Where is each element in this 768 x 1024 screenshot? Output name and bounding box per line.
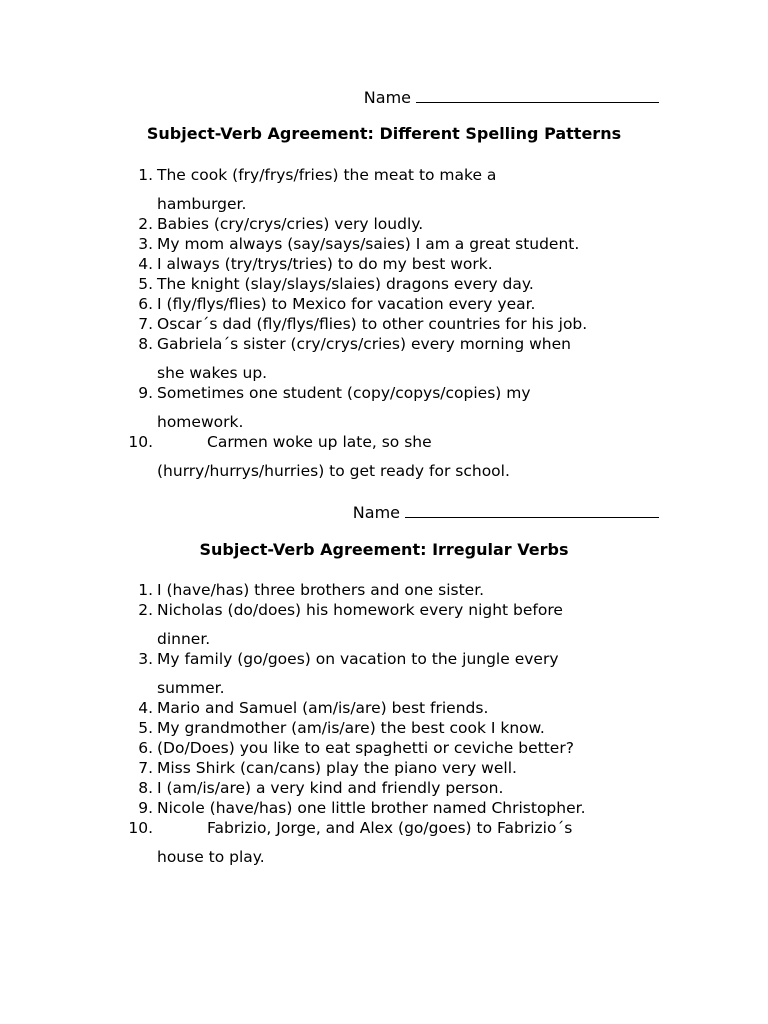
item-text-continued: dinner. [157, 630, 211, 648]
item-text: My family (go/goes) on vacation to the jungle every [157, 650, 559, 668]
list-item [120, 649, 680, 698]
item-number: 1. [138, 166, 153, 184]
item-text-continued: hamburger. [157, 195, 247, 213]
item-text: I always (try/trys/tries) to do my best work. [157, 255, 493, 273]
item-text: Nicholas (do/does) his homework every night before [157, 601, 563, 619]
exercise-list-2 [120, 580, 680, 867]
item-text: Nicole (have/has) one little brother named Christopher. [157, 799, 586, 817]
item-text: I (fly/flys/flies) to Mexico for vacation every year. [157, 295, 536, 313]
item-number: 7. [138, 759, 153, 777]
list-item [120, 758, 680, 778]
list-item [120, 214, 680, 234]
name-blank [416, 86, 659, 103]
item-number: 4. [138, 255, 153, 273]
list-item [120, 698, 680, 718]
list-item [120, 718, 680, 738]
list-item [120, 234, 680, 254]
item-number: 4. [138, 699, 153, 717]
item-text-continued: homework. [157, 413, 244, 431]
item-text-continued: summer. [157, 679, 225, 697]
name-line-1 [364, 86, 659, 108]
list-item [120, 432, 680, 481]
name-label: Name [352, 503, 400, 522]
item-number: 5. [138, 719, 153, 737]
item-text-continued: she wakes up. [157, 364, 268, 382]
item-number: 8. [138, 779, 153, 797]
item-number: 9. [138, 799, 153, 817]
item-text: Miss Shirk (can/cans) play the piano very well. [157, 759, 517, 777]
item-text: Babies (cry/crys/cries) very loudly. [157, 215, 424, 233]
item-text: I (have/has) three brothers and one sister. [157, 581, 485, 599]
item-number: 7. [138, 315, 153, 333]
list-item [120, 314, 680, 334]
list-item [120, 818, 680, 867]
list-item [120, 165, 680, 214]
list-item [120, 738, 680, 758]
item-number: 10. [128, 819, 153, 837]
list-item [120, 580, 680, 600]
item-text: Fabrizio, Jorge, and Alex (go/goes) to Fabrizio´s [207, 819, 573, 837]
item-text: Sometimes one student (copy/copys/copies) my [157, 384, 531, 402]
name-label: Name [363, 88, 411, 107]
item-number: 10. [128, 433, 153, 451]
item-text-continued: (hurry/hurrys/hurries) to get ready for school. [157, 462, 510, 480]
item-text: Gabriela´s sister (cry/crys/cries) every morning when [157, 335, 571, 353]
item-number: 2. [138, 601, 153, 619]
worksheet-title-1: Subject-Verb Agreement: Different Spelling Patterns [146, 124, 622, 143]
list-item [120, 294, 680, 314]
item-text: Carmen woke up late, so she [207, 433, 432, 451]
item-text: I (am/is/are) a very kind and friendly person. [157, 779, 504, 797]
item-number: 5. [138, 275, 153, 293]
item-number: 3. [138, 235, 153, 253]
worksheet-title-2: Subject-Verb Agreement: Irregular Verbs [199, 540, 569, 559]
list-item [120, 798, 680, 818]
item-text: The cook (fry/frys/fries) the meat to make a [157, 166, 497, 184]
item-text: My grandmother (am/is/are) the best cook I know. [157, 719, 545, 737]
item-text-continued: house to play. [157, 848, 265, 866]
name-line-2 [353, 501, 659, 523]
list-item [120, 600, 680, 649]
list-item [120, 778, 680, 798]
list-item [120, 383, 680, 432]
list-item [120, 254, 680, 274]
item-number: 8. [138, 335, 153, 353]
item-number: 6. [138, 739, 153, 757]
list-item [120, 334, 680, 383]
item-number: 6. [138, 295, 153, 313]
item-number: 1. [138, 581, 153, 599]
exercise-list-1 [120, 165, 680, 481]
item-number: 3. [138, 650, 153, 668]
item-text: Mario and Samuel (am/is/are) best friends. [157, 699, 489, 717]
item-number: 2. [138, 215, 153, 233]
name-blank [405, 501, 659, 518]
item-text: Oscar´s dad (fly/flys/flies) to other countries for his job. [157, 315, 588, 333]
list-item [120, 274, 680, 294]
item-text: The knight (slay/slays/slaies) dragons every day. [157, 275, 534, 293]
item-text: (Do/Does) you like to eat spaghetti or ceviche better? [157, 739, 574, 757]
item-text: My mom always (say/says/saies) I am a great student. [157, 235, 580, 253]
item-number: 9. [138, 384, 153, 402]
